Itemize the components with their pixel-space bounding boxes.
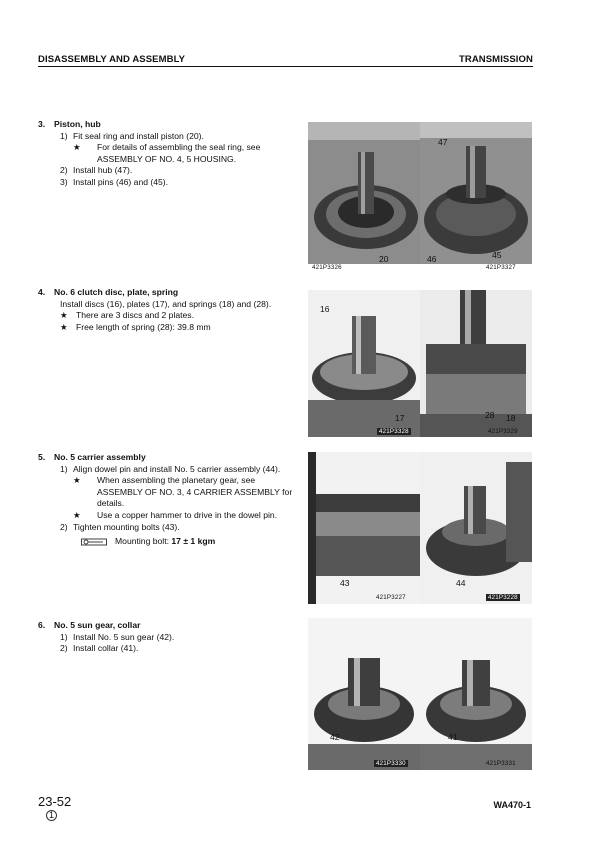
step-number: 5. <box>38 452 46 462</box>
step-title: No. 6 clutch disc, plate, spring <box>54 287 179 297</box>
figure-caption: 421P3330 <box>376 760 406 767</box>
photo-hub-install <box>420 122 532 264</box>
step-title: Piston, hub <box>54 119 101 129</box>
substep: 2) Tighten mounting bolts (43). <box>60 521 180 532</box>
step-title: No. 5 sun gear, collar <box>54 620 141 630</box>
header-chapter-title: TRANSMISSION <box>458 54 533 65</box>
callout-label: 44 <box>456 578 466 588</box>
note: ★ Free length of spring (28): 39.8 mm <box>60 321 211 332</box>
step-number: 6. <box>38 620 46 630</box>
note: ★ For details of assembling the seal ring, see ASSEMBLY OF NO. 4, 5 HOUSING. <box>73 142 261 164</box>
photo-sun-gear <box>308 618 420 770</box>
star-icon: ★ <box>73 142 81 153</box>
callout-label: 28 <box>485 410 495 420</box>
callout-label: 45 <box>492 250 502 260</box>
substep: 3) Install pins (46) and (45). <box>60 176 169 187</box>
substep: 1) Align dowel pin and install No. 5 carrier assembly (44). <box>60 463 281 474</box>
photo-collar <box>420 618 532 770</box>
star-icon: ★ <box>60 310 68 321</box>
revision-mark: 1 <box>46 810 57 821</box>
torque-value: 17 ± 1 kgm <box>171 536 216 547</box>
note: ★ When assembling the planetary gear, see ASSEMBLY OF NO. 3, 4 CARRIER ASSEMBLY for details. <box>73 475 293 509</box>
model-number: WA470-1 <box>493 800 531 810</box>
step-3 <box>38 119 298 189</box>
figure-caption: 421P3326 <box>312 264 342 271</box>
substep: 1) Install No. 5 sun gear (42). <box>60 631 175 642</box>
callout-label: 16 <box>320 304 330 314</box>
figure-caption: 421P3327 <box>486 264 516 271</box>
torque-spec <box>81 536 298 548</box>
callout-label: 20 <box>379 254 389 264</box>
figure-caption: 421P3227 <box>376 594 406 601</box>
header-section-title: DISASSEMBLY AND ASSEMBLY <box>38 54 186 65</box>
substep: 2) Install collar (41). <box>60 643 139 654</box>
step-number: 4. <box>38 287 46 297</box>
substep: 2) Install hub (47). <box>60 165 133 176</box>
photo-piston-install <box>308 122 420 264</box>
note: ★ Use a copper hammer to drive in the dowel pin. <box>73 509 278 520</box>
substep: 1) Fit seal ring and install piston (20). <box>60 130 204 141</box>
callout-label: 41 <box>448 732 458 742</box>
figure-caption: 421P3228 <box>488 594 518 601</box>
step-title: No. 5 carrier assembly <box>54 452 146 462</box>
callout-label: 46 <box>427 254 437 264</box>
callout-label: 17 <box>395 413 405 423</box>
callout-label: 42 <box>330 732 340 742</box>
photo-carrier-install <box>420 452 532 604</box>
callout-label: 47 <box>438 137 448 147</box>
figure-caption: 421P3328 <box>379 428 409 435</box>
figure-caption: 421P3329 <box>488 428 518 435</box>
torque-wrench-icon <box>81 538 107 546</box>
figure-caption: 421P3331 <box>486 760 516 767</box>
step-4 <box>38 287 298 333</box>
star-icon: ★ <box>73 509 81 520</box>
callout-label: 18 <box>506 413 516 423</box>
step-5 <box>38 452 298 548</box>
note: ★ There are 3 discs and 2 plates. <box>60 310 194 321</box>
step-number: 3. <box>38 119 46 129</box>
torque-label: Mounting bolt: <box>115 536 169 547</box>
callout-label: 43 <box>340 578 350 588</box>
step-6 <box>38 620 298 655</box>
page-number: 23-52 <box>38 794 72 809</box>
star-icon: ★ <box>60 321 68 332</box>
step-text: Install discs (16), plates (17), and springs (18) and (28). <box>60 298 272 309</box>
photo-carrier-bolts <box>308 452 420 604</box>
star-icon: ★ <box>73 475 81 486</box>
page-header <box>38 52 533 67</box>
